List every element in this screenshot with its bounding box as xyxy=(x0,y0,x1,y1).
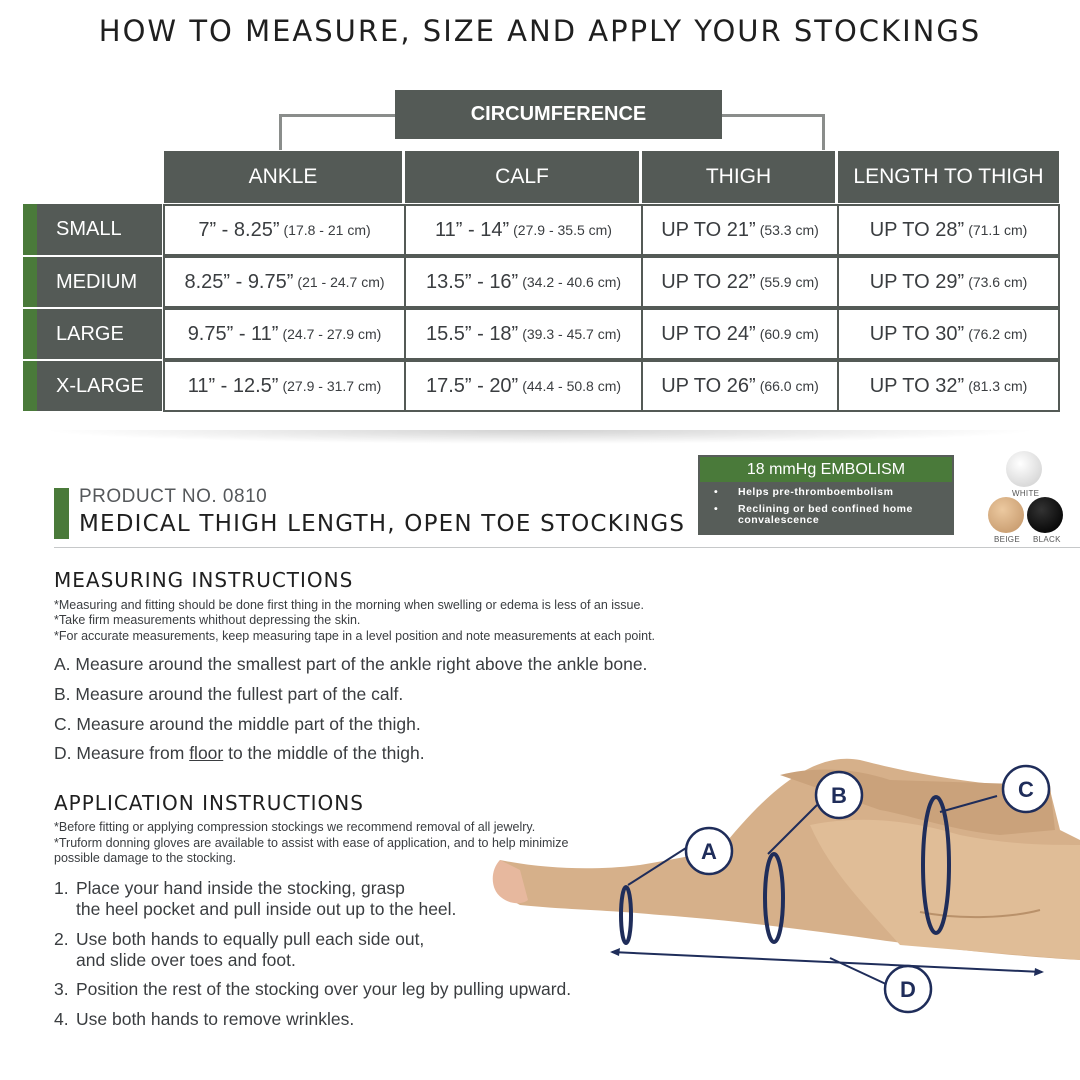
label-d: D xyxy=(900,977,916,1002)
table-cell: UP TO 21” (53.3 cm) xyxy=(641,204,839,256)
product-name: MEDICAL THIGH LENGTH, OPEN TOE STOCKINGS xyxy=(79,511,686,537)
application-note: *Truform donning gloves are available to assist with ease of application, and to help minimize possible damage to the stocking. xyxy=(54,836,569,865)
table-cell: UP TO 30” (76.2 cm) xyxy=(837,308,1060,360)
table-shadow xyxy=(40,430,1040,444)
measuring-title: MEASURING INSTRUCTIONS xyxy=(54,568,354,592)
application-step: 1. Place your hand inside the stocking, grasp the heel pocket and pull inside out up to the heel. xyxy=(54,878,457,919)
compression-box xyxy=(698,455,954,535)
column-header-length-to-thigh: LENGTH TO THIGH xyxy=(838,151,1059,203)
table-cell: 15.5” - 18” (39.3 - 45.7 cm) xyxy=(404,308,643,360)
measure-step-a: A. Measure around the smallest part of the ankle right above the ankle bone. xyxy=(54,654,648,674)
white-swatch-label: WHITE xyxy=(1012,489,1040,498)
compression-title: 18 mmHg EMBOLISM xyxy=(700,457,952,482)
compression-bullet: • Reclining or bed confined home convalescence xyxy=(712,504,948,526)
arrow-right-icon xyxy=(1034,968,1044,976)
black-swatch-label: BLACK xyxy=(1033,535,1061,544)
white-swatch xyxy=(1006,451,1042,487)
measuring-note: *Take firm measurements whithout depressing the skin. xyxy=(54,613,361,627)
column-header-ankle: ANKLE xyxy=(164,151,402,203)
table-cell: UP TO 24” (60.9 cm) xyxy=(641,308,839,360)
floor-measure-line xyxy=(612,952,1042,972)
table-cell: 11” - 14” (27.9 - 35.5 cm) xyxy=(404,204,643,256)
product-divider xyxy=(54,547,1080,548)
leader-d xyxy=(830,958,888,985)
table-cell: 7” - 8.25” (17.8 - 21 cm) xyxy=(163,204,406,256)
compression-bullet: • Helps pre-thromboembolism xyxy=(712,487,948,498)
beige-swatch-label: BEIGE xyxy=(994,535,1020,544)
compression-bullets xyxy=(712,487,948,532)
size-small-label: SMALL xyxy=(23,204,162,255)
floor-link-text: floor xyxy=(189,743,224,763)
product-number: PRODUCT NO. 0810 xyxy=(79,486,268,507)
size-x-large-label: X-LARGE xyxy=(23,361,162,411)
table-cell: UP TO 29” (73.6 cm) xyxy=(837,256,1060,308)
application-title: APPLICATION INSTRUCTIONS xyxy=(54,791,364,815)
table-cell: UP TO 22” (55.9 cm) xyxy=(641,256,839,308)
size-large-label: LARGE xyxy=(23,309,162,359)
table-cell: UP TO 32” (81.3 cm) xyxy=(837,360,1060,412)
application-step: 2. Use both hands to equally pull each side out, and slide over toes and foot. xyxy=(54,929,425,970)
measuring-note: *For accurate measurements, keep measuring tape in a level position and note measurements at each point. xyxy=(54,629,656,643)
black-swatch xyxy=(1027,497,1063,533)
measure-step-b: B. Measure around the fullest part of the calf. xyxy=(54,684,404,704)
table-cell: UP TO 28” (71.1 cm) xyxy=(837,204,1060,256)
table-cell: 8.25” - 9.75” (21 - 24.7 cm) xyxy=(163,256,406,308)
table-cell: 9.75” - 11” (24.7 - 27.9 cm) xyxy=(163,308,406,360)
column-header-thigh: THIGH xyxy=(642,151,835,203)
label-b: B xyxy=(831,783,847,808)
size-medium-label: MEDIUM xyxy=(23,257,162,307)
product-accent-bar xyxy=(54,488,69,539)
column-header-calf: CALF xyxy=(405,151,639,203)
leg-measurement-diagram xyxy=(480,720,1080,1020)
measure-step-c: C. Measure around the middle part of the thigh. xyxy=(54,714,421,734)
application-step: 4. Use both hands to remove wrinkles. xyxy=(54,1009,355,1029)
measuring-note: *Measuring and fitting should be done first thing in the morning when swelling or edema is less of an issue. xyxy=(54,598,644,612)
table-cell: 13.5” - 16” (34.2 - 40.6 cm) xyxy=(404,256,643,308)
beige-swatch xyxy=(988,497,1024,533)
measure-step-d: D. Measure from floor to the middle of the thigh. xyxy=(54,743,425,763)
table-cell: 11” - 12.5” (27.9 - 31.7 cm) xyxy=(163,360,406,412)
table-cell: 17.5” - 20” (44.4 - 50.8 cm) xyxy=(404,360,643,412)
label-a: A xyxy=(701,839,717,864)
circumference-header: CIRCUMFERENCE xyxy=(395,90,722,139)
arrow-left-icon xyxy=(610,948,620,956)
page-title: HOW TO MEASURE, SIZE AND APPLY YOUR STOCKINGS xyxy=(98,14,982,48)
application-step: 3. Position the rest of the stocking over your leg by pulling upward. xyxy=(54,979,572,999)
label-c: C xyxy=(1018,777,1034,802)
application-note: *Before fitting or applying compression stockings we recommend removal of all jewelry. xyxy=(54,820,536,834)
table-cell: UP TO 26” (66.0 cm) xyxy=(641,360,839,412)
